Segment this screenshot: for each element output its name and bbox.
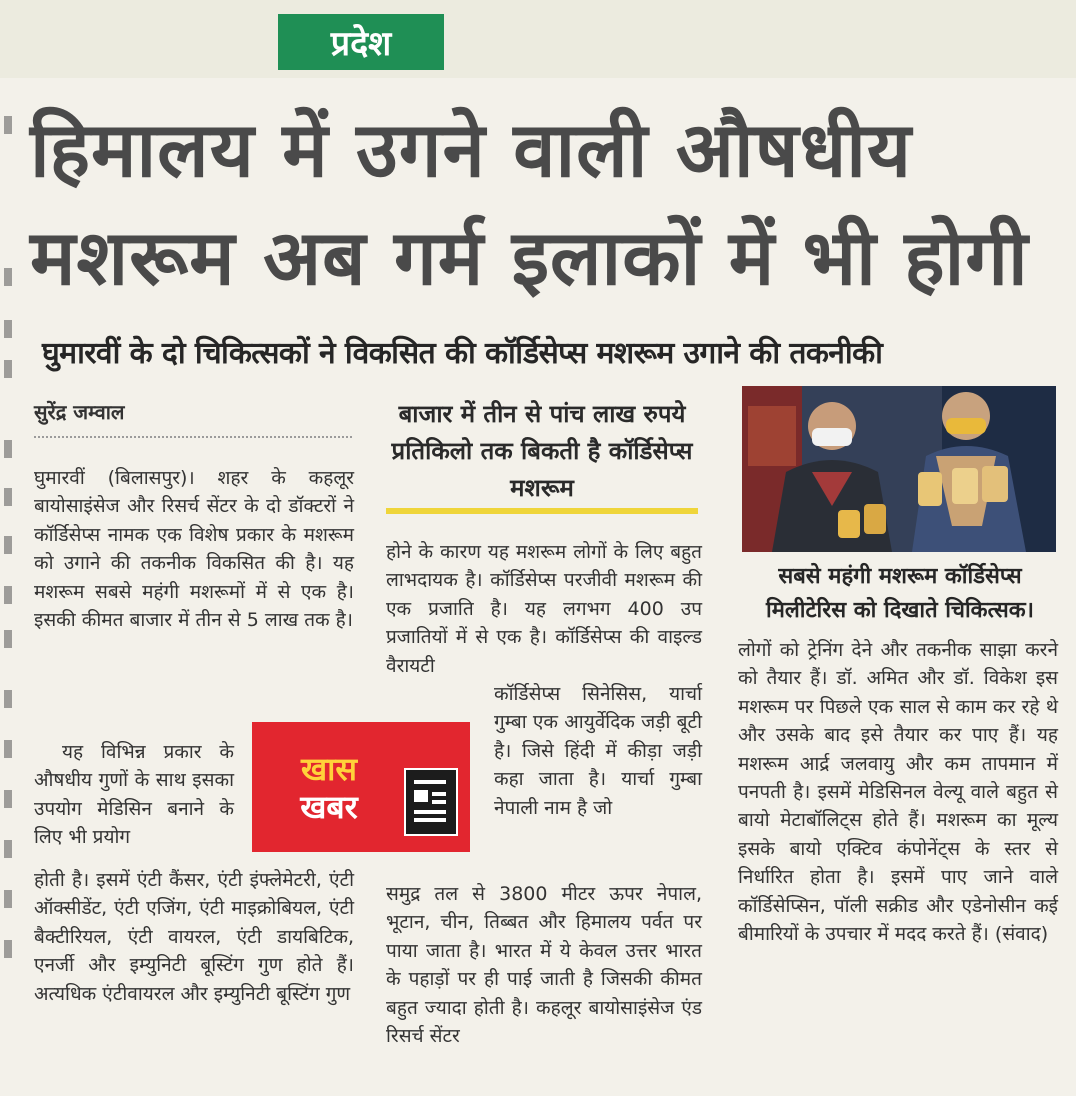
- khas-khabar-badge: [252, 722, 470, 852]
- byline-divider: [34, 436, 352, 438]
- photo-caption: सबसे महंगी मशरूम कॉर्डिसेप्स मिलीटेरिस को दिखाते चिकित्सक।: [766, 564, 1034, 623]
- pull-quote-underline: [386, 508, 698, 514]
- column2-text-b: कॉर्डिसेप्स सिनेसिस, यार्चा गुम्बा एक आयुर्वेदिक जड़ी बूटी है। जिसे हिंदी में कीड़ा जड़ी कहा जाता है। यार्चा गुम्बा नेपाली नाम है जो: [494, 683, 702, 819]
- headline-line-1: हिमालय में उगने वाली औषधीय: [30, 105, 913, 194]
- badge-line-2: खबर: [300, 788, 358, 826]
- byline: सुरेंद्र जम्वाल: [34, 400, 125, 424]
- column1-paragraph-3: होती है। इसमें एंटी कैंसर, एंटी इंफ्लेमेटरी, एंटी ऑक्सीडेंट, एंटी एजिंग, एंटी माइक्रोबियल, एंटी बैक्टीरियल, एंटी वायरल, एंटी डायबिटिक, एनर्जी और इम्युनिटी बूस्टिंग गुण होते हैं। अत्यधिक एंटीवायरल और इम्युनिटी बूस्टिंग गुण: [34, 869, 354, 1005]
- column1-paragraph-2: यह विभिन्न प्रकार के औषधीय गुणों के साथ इसका उपयोग मेडिसिन बनाने के लिए भी प्रयोग: [34, 741, 234, 849]
- article-column-2: [386, 538, 702, 680]
- doctors-photo: [742, 386, 1056, 552]
- article-column-3: [738, 636, 1058, 948]
- article-column-2-wrap: [494, 680, 702, 822]
- badge-label: [274, 750, 384, 826]
- article-column-1: [34, 464, 354, 634]
- column2-text-c: समुद्र तल से 3800 मीटर ऊपर नेपाल, भूटान, चीन, तिब्बत और हिमालय पर्वत पर पाया जाता है। भारत में ये केवल उत्तर भारत के पहाड़ों पर ही पाई जाती है जिसकी कीमत बहुत ज्यादा होती है। कहलूर बायोसाइंसेज एंड रिसर्च सेंटर: [386, 883, 702, 1048]
- adjacent-page-edge: [0, 90, 20, 1090]
- section-tag: प्रदेश: [278, 14, 444, 70]
- pull-quote: बाजार में तीन से पांच लाख रुपये प्रतिकिलो तक बिकती है कॉर्डिसेप्स मशरूम: [391, 400, 693, 502]
- article-column-2-continued: [386, 880, 702, 1050]
- top-band: [0, 0, 1076, 78]
- newspaper-icon: [404, 768, 458, 836]
- article-column-1-continued: [34, 866, 354, 1008]
- article-column-1-wrap: [34, 738, 234, 852]
- badge-line-1: खास: [300, 750, 358, 788]
- subheadline: घुमारवीं के दो चिकित्सकों ने विकसित की कॉर्डिसेप्स मशरूम उगाने की तकनीकी: [42, 336, 883, 371]
- column1-paragraph-1: घुमारवीं (बिलासपुर)। शहर के कहलूर बायोसाइंसेज और रिसर्च सेंटर के दो डॉक्टरों ने कॉर्डिसेप्स नामक एक विशेष प्रकार के मशरूम को उगाने की तकनीक विकसित की है। यह मशरूम सबसे महंगी मशरूमों में से एक है। इसकी कीमत बाजार में तीन से 5 लाख तक है।: [34, 467, 354, 632]
- column3-text: लोगों को ट्रेनिंग देने और तकनीक साझा करने को तैयार हैं। डॉ. अमित और डॉ. विकेश इस मशरूम पर पिछले एक साल से काम कर रहे थे और उसके बाद इसे तैयार कर पाए हैं। यह मशरूम आर्द्र जलवायु और कम तापमान में पनपती है। इसमें मेडिसिनल वेल्यू वाले बहुत से बायो मेटाबॉलिट्स होते हैं। मशरूम का मूल्य इसके बायो एक्टिव कंपोनेंट्स के स्तर से निर्धारित होता है। इसमें पाए जाने वाले कॉर्डिसेप्सिन, पॉली सक्रीड और एडेनोसीन कई बीमारियों के उपचार में मदद करते हैं। (संवाद): [738, 639, 1058, 946]
- column2-text-a: होने के कारण यह मशरूम लोगों के लिए बहुत लाभदायक है। कॉर्डिसेप्स परजीवी मशरूम की एक प्रजाति है। यह लगभग 400 उप प्रजातियों में से एक है। कॉर्डिसेप्स की वाइल्ड वैरायटी: [386, 541, 702, 677]
- photo-illustration: [742, 386, 1056, 552]
- headline-line-2: मशरूम अब गर्म इलाकों में भी होगी: [30, 213, 1029, 302]
- headline: [30, 96, 1060, 312]
